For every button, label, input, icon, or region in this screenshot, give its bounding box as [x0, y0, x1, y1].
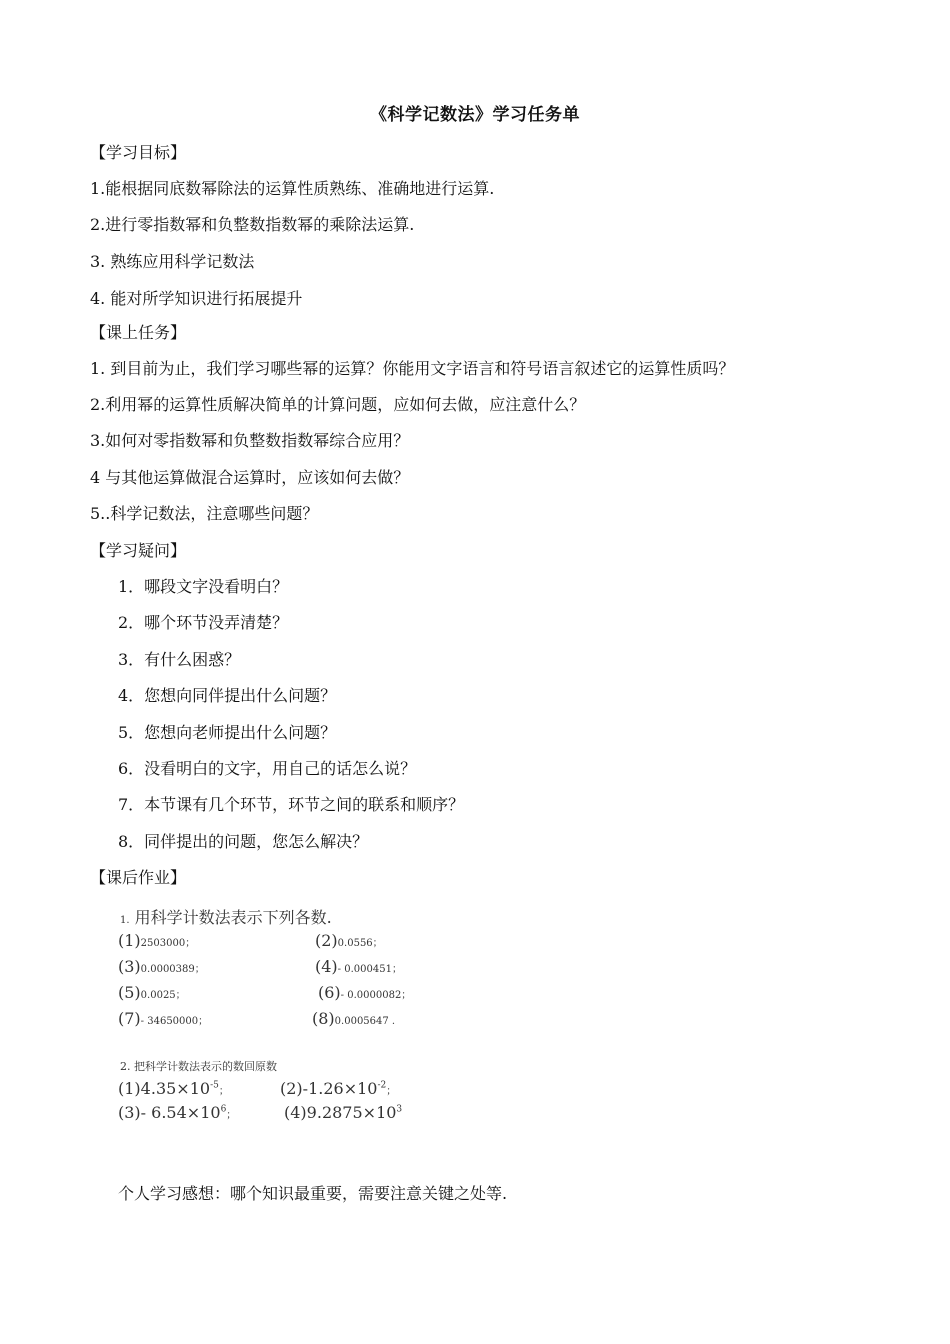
homework-q1-item-5: (5)0.0025； [118, 983, 186, 1002]
goal-item-4: 4. 能对所学知识进行拓展提升 [90, 289, 303, 308]
task-item-3: 3.如何对零指数幂和负整数指数幂综合应用？ [90, 431, 410, 450]
homework-q1-text: 用科学计数法表示下列各数. [134, 908, 332, 927]
homework-q1-number: 1. [120, 915, 130, 926]
homework-q1-item-4: (4)- 0.000451； [315, 957, 402, 976]
homework-q2-item-2: $(2)-1.26\times 10^{-2}$； [280, 1079, 397, 1098]
question-item-4: 4．您想向同伴提出什么问题？ [118, 686, 337, 705]
question-item-3: 3．有什么困惑？ [118, 650, 241, 669]
goal-item-3: 3. 熟练应用科学记数法 [90, 252, 255, 271]
task-item-2: 2.利用幂的运算性质解决简单的计算问题，应如何去做，应注意什么？ [90, 395, 586, 414]
homework-q1-item-3: (3)0.0000389； [118, 957, 205, 976]
question-item-1: 1．哪段文字没看明白？ [118, 577, 289, 596]
question-item-8: 8．同伴提出的问题，您怎么解决？ [118, 832, 369, 851]
document-title: 《科学记数法》学习任务单 [370, 105, 580, 125]
homework-q1-item-2: (2)0.0556； [315, 931, 383, 950]
task-item-4: 4 与其他运算做混合运算时，应该如何去做？ [90, 468, 410, 487]
homework-q1-item-6: (6)- 0.0000082； [318, 983, 412, 1002]
tasks-heading: 【课上任务】 [90, 323, 187, 342]
homework-q1-item-1: (1)2503000； [118, 931, 196, 950]
homework-q1-item-7: (7)- 34650000； [118, 1009, 209, 1028]
questions-heading: 【学习疑问】 [90, 541, 187, 560]
goal-item-1: 1.能根据同底数幂除法的运算性质熟练、准确地进行运算. [90, 179, 495, 198]
homework-q2-item-4: $(4)9.2875\times 10^3$ [284, 1103, 403, 1122]
task-item-5: 5..科学记数法，注意哪些问题？ [90, 504, 319, 523]
question-item-2: 2．哪个环节没弄清楚？ [118, 613, 289, 632]
homework-q1-item-8: (8)0.0005647 . [312, 1009, 396, 1028]
homework-heading: 【课后作业】 [90, 868, 187, 887]
homework-q2-item-3: (3)- $6.54\times 10^6$； [118, 1103, 237, 1122]
question-item-7: 7．本节课有几个环节，环节之间的联系和顺序？ [118, 795, 465, 814]
goals-heading: 【学习目标】 [90, 143, 187, 162]
homework-q1 [120, 905, 332, 928]
question-item-5: 5．您想向老师提出什么问题？ [118, 723, 337, 742]
homework-q2-item-1: $(1)4.35\times 10^{-5}$； [118, 1079, 229, 1098]
goal-item-2: 2.进行零指数幂和负整数指数幂的乘除法运算. [90, 215, 415, 234]
reflection-text: 个人学习感想：哪个知识最重要，需要注意关键之处等. [118, 1184, 508, 1203]
homework-q2-text: 2. 把科学计数法表示的数回原数 [120, 1060, 277, 1073]
task-item-1: 1. 到目前为止，我们学习哪些幂的运算？你能用文字语言和符号语言叙述它的运算性质吗？ [90, 359, 735, 378]
question-item-6: 6．没看明白的文字，用自己的话怎么说？ [118, 759, 417, 778]
